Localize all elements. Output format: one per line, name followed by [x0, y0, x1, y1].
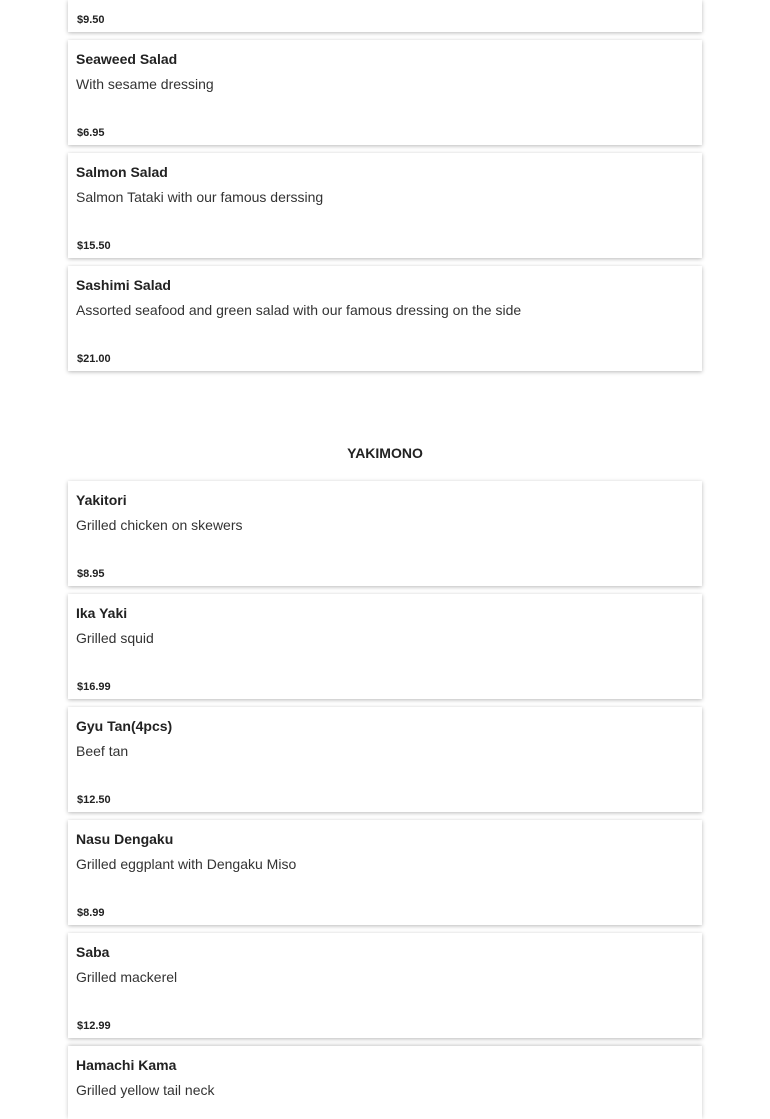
menu-item-card[interactable]	[68, 40, 702, 145]
item-name: Saba	[76, 944, 110, 960]
item-price: $8.99	[77, 907, 105, 919]
item-price: $6.95	[77, 127, 105, 139]
item-description: Grilled yellow tail neck	[76, 1082, 215, 1098]
item-description: With sesame dressing	[76, 76, 214, 92]
menu-item-card[interactable]	[68, 707, 702, 812]
item-name: Sashimi Salad	[76, 277, 171, 293]
item-name: Salmon Salad	[76, 164, 168, 180]
item-description: Salmon Tataki with our famous derssing	[76, 189, 324, 205]
item-price: $12.50	[77, 794, 111, 806]
menu-item-card[interactable]	[68, 820, 702, 925]
menu-item-card[interactable]	[68, 933, 702, 1038]
item-description: Grilled squid	[76, 630, 154, 646]
item-name: Gyu Tan(4pcs)	[76, 718, 173, 734]
menu-item-card[interactable]	[68, 0, 702, 32]
item-name: Ika Yaki	[76, 605, 128, 621]
item-description: Grilled mackerel	[76, 969, 178, 985]
item-description: Grilled eggplant with Dengaku Miso	[76, 856, 297, 872]
item-name: Nasu Dengaku	[76, 831, 174, 847]
item-price: $8.95	[77, 568, 105, 580]
menu-item-card[interactable]	[68, 153, 702, 258]
item-name: Seaweed Salad	[76, 51, 178, 67]
menu-item-card[interactable]	[68, 1046, 702, 1119]
menu-item-card[interactable]	[68, 266, 702, 371]
item-price: $21.00	[77, 353, 111, 365]
item-price: $9.50	[77, 14, 105, 26]
section-title: YAKIMONO	[347, 445, 423, 461]
item-description: Beef tan	[76, 743, 129, 759]
menu-item-card[interactable]	[68, 481, 702, 586]
menu-item-card[interactable]	[68, 594, 702, 699]
item-description: Grilled chicken on skewers	[76, 517, 243, 533]
item-price: $15.50	[77, 240, 111, 252]
item-name: Yakitori	[76, 492, 127, 508]
item-price: $16.99	[77, 681, 111, 693]
item-description: Assorted seafood and green salad with our famous dressing on the side	[76, 302, 522, 318]
item-price: $12.99	[77, 1020, 111, 1032]
item-name: Hamachi Kama	[76, 1057, 177, 1073]
